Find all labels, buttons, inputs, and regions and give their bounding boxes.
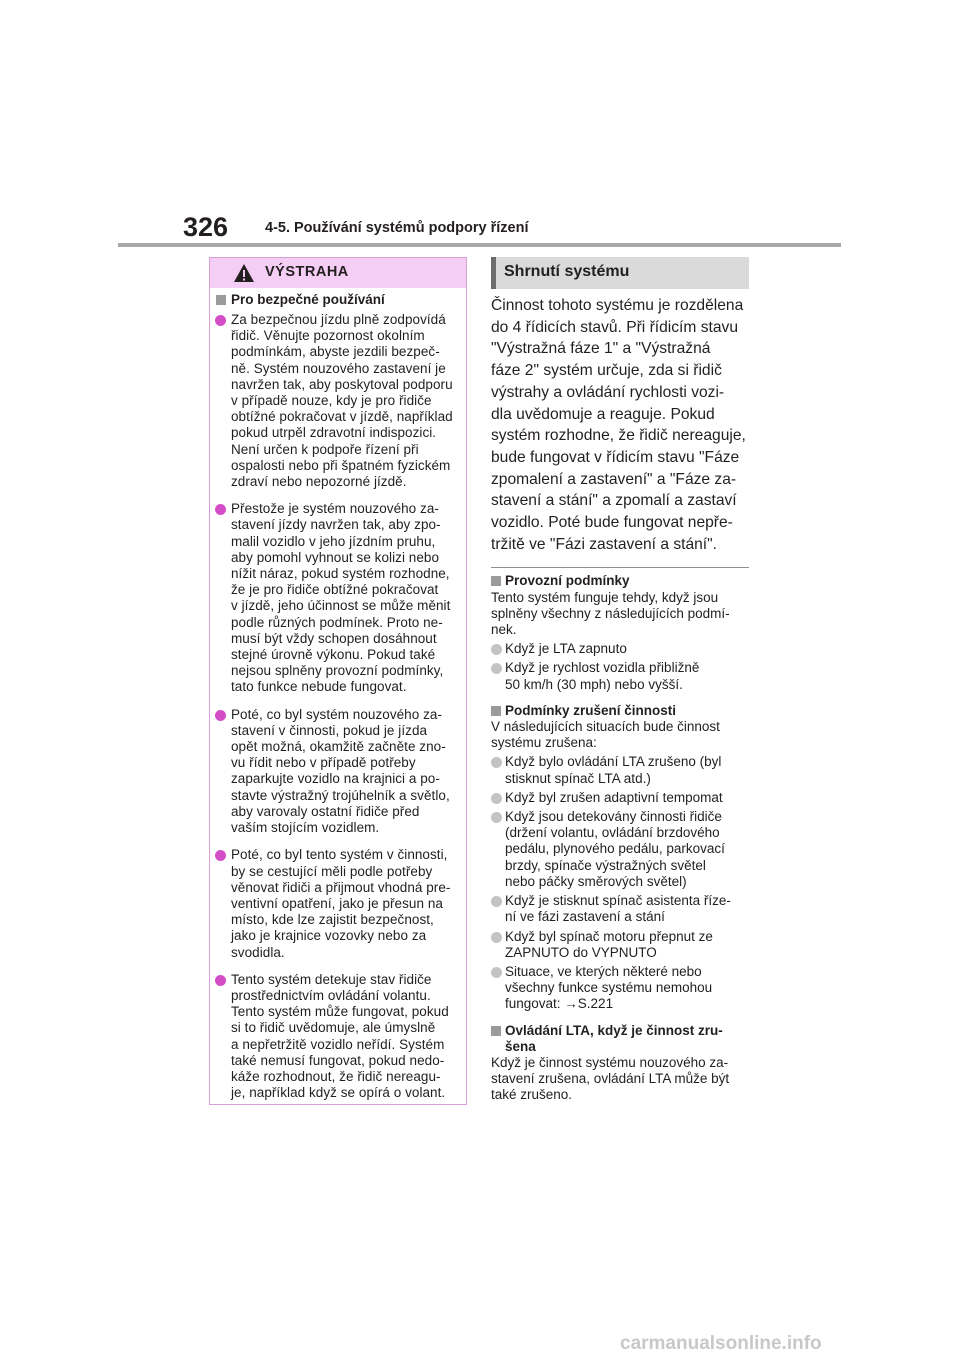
operating-conditions-list: [491, 641, 749, 693]
header-rule: [118, 243, 841, 247]
text-line: je, například když se opírá o volant.: [231, 1085, 446, 1101]
text-line: Když byl spínač motoru přepnut ze: [505, 928, 713, 944]
text-line: Poté, co byl tento systém v činnosti,: [231, 847, 448, 863]
circle-bullet-icon: [215, 504, 226, 515]
warning-list-item: [215, 847, 460, 960]
text-line: nebo páčky směrových světel): [505, 873, 687, 889]
text-line: 50 km/h (30 mph) nebo vyšší.: [505, 676, 683, 692]
text-line: aby pomohl vyhnout se kolizi nebo: [231, 549, 440, 565]
text-line: systém rozhodne, že řidič nereaguje,: [491, 427, 746, 445]
text-line: stisknut spínač LTA atd.): [505, 770, 651, 786]
text-line: V následujících situacích bude činnost: [491, 719, 720, 735]
text-line: šena: [505, 1038, 536, 1054]
warning-list-item: [215, 972, 460, 1102]
circle-bullet-icon: [491, 793, 502, 804]
text-line: nejsou splněny provozní podmínky,: [231, 663, 444, 679]
text-line: dla uvědomuje a reaguje. Pokud: [491, 405, 715, 423]
circle-bullet-icon: [491, 967, 502, 978]
summary-title: Shrnutí systému: [504, 263, 630, 280]
text-line: Situace, ve kterých některé nebo: [505, 963, 702, 979]
list-item: [491, 929, 749, 961]
text-line: Není určen k podpoře řízení při: [231, 441, 419, 457]
text-line: pokud utrpěl zdravotní indispozici.: [231, 425, 437, 441]
list-item: [491, 754, 749, 786]
circle-bullet-icon: [491, 644, 502, 655]
text-line: splněny všechny z následujících podmí-: [491, 605, 730, 621]
text-line: podle různých podmínek. Proto ne-: [231, 614, 443, 630]
text-line: zpomalení a zastavení" a "Fáze za-: [491, 470, 737, 488]
text-line: stavení a stání" a zpomalí a zastaví: [491, 492, 737, 510]
text-line: Když byl zrušen adaptivní tempomat: [505, 789, 723, 805]
text-line: řidič. Věnujte pozornost okolním: [231, 328, 425, 344]
text-line: Když je rychlost vozidla přibližně: [505, 660, 700, 676]
summary-header-bar: [491, 257, 496, 289]
warning-section-title: Pro bezpečné používání: [215, 291, 460, 308]
operating-conditions-text: [491, 590, 749, 639]
text-line: ospalosti nebo při špatném fyzickém: [231, 457, 451, 473]
text-line: stavení jízdy navržen tak, aby zpo-: [231, 517, 441, 533]
text-line: opět možná, okamžitě začněte zno-: [231, 739, 446, 755]
cancel-conditions-list: [491, 754, 749, 1012]
text-line: v jízdě, jeho účinnost se může měnit: [231, 598, 451, 614]
operating-conditions-title: Provozní podmínky: [491, 573, 749, 589]
text-line: by se cestující měli podle potřeby: [231, 863, 433, 879]
circle-bullet-icon: [491, 896, 502, 907]
text-line: systému zrušena:: [491, 735, 597, 751]
text-line: Za bezpečnou jízdu plně zodpovídá: [231, 312, 446, 327]
text-line: Tento systém detekuje stav řidiče: [231, 971, 432, 987]
text-line: jako je krajnice vozovky nebo za: [231, 928, 427, 944]
text-line: musí být vždy schopen dosáhnout: [231, 630, 437, 646]
text-line: navržen tak, aby poskytoval podporu: [231, 376, 453, 392]
cancel-conditions-text: [491, 719, 749, 751]
text-line: Když jsou detekovány činnosti řidiče: [505, 809, 722, 825]
text-line: stavení v činnosti, pokud je jízda: [231, 722, 428, 738]
text-line: nížit náraz, pokud systém rozhodne,: [231, 566, 450, 582]
list-item: [491, 809, 749, 890]
text-line: Když bylo ovládání LTA zrušeno (byl: [505, 754, 722, 770]
text-line: nek.: [491, 622, 517, 638]
text-line: Když je stisknut spínač asistenta říze-: [505, 893, 731, 909]
text-line: prostřednictvím ovládání volantu.: [231, 987, 431, 1003]
text-line: (držení volantu, ovládání brzdového: [505, 825, 720, 841]
text-line: stejné úrovně výkonu. Pokud také: [231, 647, 436, 663]
text-line: zaparkujte vozidlo na krajnici a po-: [231, 771, 440, 787]
text-line: Tento systém funguje tehdy, když jsou: [491, 589, 719, 605]
warning-header: [210, 258, 466, 288]
text-line: bude fungovat v řídicím stavu "Fáze: [491, 448, 740, 466]
list-item: [491, 964, 749, 1013]
text-line: brzdy, spínače výstražných světel: [505, 857, 706, 873]
square-bullet-icon: [216, 295, 226, 305]
square-bullet-icon: [491, 576, 501, 586]
lta-cancel-title: [491, 1023, 749, 1055]
summary-header: [491, 257, 749, 289]
warning-triangle-icon: [233, 263, 255, 283]
summary-intro: [491, 295, 749, 555]
text-line: že je pro řidiče obtížné pokračovat: [231, 582, 439, 598]
warning-list-item: [215, 707, 460, 837]
text-line: v případě nouze, kdy je pro řidiče: [231, 393, 432, 409]
lta-cancel-text: [491, 1055, 749, 1104]
text-line: Přestože je systém nouzového za-: [231, 501, 439, 517]
circle-bullet-icon: [215, 975, 226, 986]
text-line: malil vozidlo v jeho jízdním pruhu,: [231, 533, 436, 549]
circle-bullet-icon: [491, 757, 502, 768]
circle-bullet-icon: [215, 850, 226, 861]
footer-watermark: carmanualsonline.info: [620, 1333, 822, 1354]
text-line: všechny funkce systému nemohou: [505, 980, 713, 996]
page-number: 326: [183, 212, 229, 242]
text-line: místo, kde lze zajistit bezpečnost,: [231, 912, 434, 928]
list-item: [491, 893, 749, 925]
text-line: výstrahy a ovládání rychlosti vozi-: [491, 383, 725, 401]
circle-bullet-icon: [491, 932, 502, 943]
warning-list-item: [215, 312, 460, 490]
circle-bullet-icon: [215, 315, 226, 326]
text-line: Činnost tohoto systému je rozdělena: [491, 297, 744, 314]
text-line: vaším stojícím vozidlem.: [231, 820, 380, 836]
text-line: tato funkce nebude fungovat.: [231, 679, 407, 695]
text-line: vu řídit nebo v případě potřeby: [231, 755, 416, 771]
text-line: fungovat: →S.221: [505, 996, 614, 1012]
warning-title: VÝSTRAHA: [265, 264, 349, 280]
text-line: zdraví nebo nepozorné jízdě.: [231, 474, 407, 490]
text-line: také nemusí fungovat, pokud nedo-: [231, 1052, 445, 1068]
text-line: věnovat řidiči a přijmout vhodná pre-: [231, 879, 451, 895]
circle-bullet-icon: [491, 812, 502, 823]
text-line: svodidla.: [231, 944, 285, 960]
text-line: fáze 2" systém určuje, zda si řidič: [491, 362, 722, 380]
summary-divider: [491, 567, 749, 568]
text-line: podmínkám, abyste jezdili bezpeč-: [231, 344, 440, 360]
text-line: vozidlo. Poté bude fungovat nepře-: [491, 514, 733, 532]
text-line: Když je činnost systému nouzového za-: [491, 1054, 729, 1070]
square-bullet-icon: [491, 1026, 501, 1036]
square-bullet-icon: [491, 706, 501, 716]
text-line: obtížné pokračovat v jízdě, například: [231, 409, 453, 425]
text-line: stavte výstražný trojúhelník a světlo,: [231, 787, 450, 803]
warning-list-item: [215, 501, 460, 695]
circle-bullet-icon: [215, 710, 226, 721]
text-line: stavení zrušena, ovládání LTA může být: [491, 1071, 730, 1087]
list-item: [491, 790, 749, 806]
chapter-title: 4-5. Používání systémů podpory řízení: [265, 220, 529, 236]
text-line: ně. Systém nouzového zastavení je: [231, 360, 446, 376]
list-item: [491, 641, 749, 657]
warning-body: [210, 288, 466, 1101]
text-line: "Výstražná fáze 1" a "Výstražná: [491, 340, 711, 358]
text-line: a nepřetržitě vozidlo neřídí. Systém: [231, 1036, 445, 1052]
text-line: aby varovaly ostatní řidiče před: [231, 803, 420, 819]
warning-items: [215, 312, 460, 1101]
text-line: do 4 řídicích stavů. Při řídicím stavu: [491, 318, 738, 336]
list-item: [491, 660, 749, 692]
text-line: si to řidič uvědomuje, ale úmyslně: [231, 1020, 436, 1036]
text-line: pedálu, plynového pedálu, parkovací: [505, 841, 725, 857]
text-line: ní ve fázi zastavení a stání: [505, 909, 665, 925]
summary-column: [491, 257, 749, 1104]
text-line: tržitě ve "Fázi zastavení a stání".: [491, 535, 718, 553]
text-line: Tento systém může fungovat, pokud: [231, 1004, 449, 1020]
text-line: káže rozhodnout, že řidič nereagu-: [231, 1068, 441, 1084]
cancel-conditions-title: Podmínky zrušení činnosti: [491, 703, 749, 719]
text-line: Ovládání LTA, když je činnost zru-: [505, 1022, 723, 1038]
circle-bullet-icon: [491, 663, 502, 674]
text-line: také zrušeno.: [491, 1087, 573, 1103]
text-line: Když je LTA zapnuto: [505, 641, 627, 657]
warning-box: [209, 257, 467, 1105]
text-line: Poté, co byl systém nouzového za-: [231, 706, 443, 722]
text-line: ventivní opatření, jako je přesun na: [231, 895, 443, 911]
text-line: ZAPNUTO do VYPNUTO: [505, 944, 657, 960]
